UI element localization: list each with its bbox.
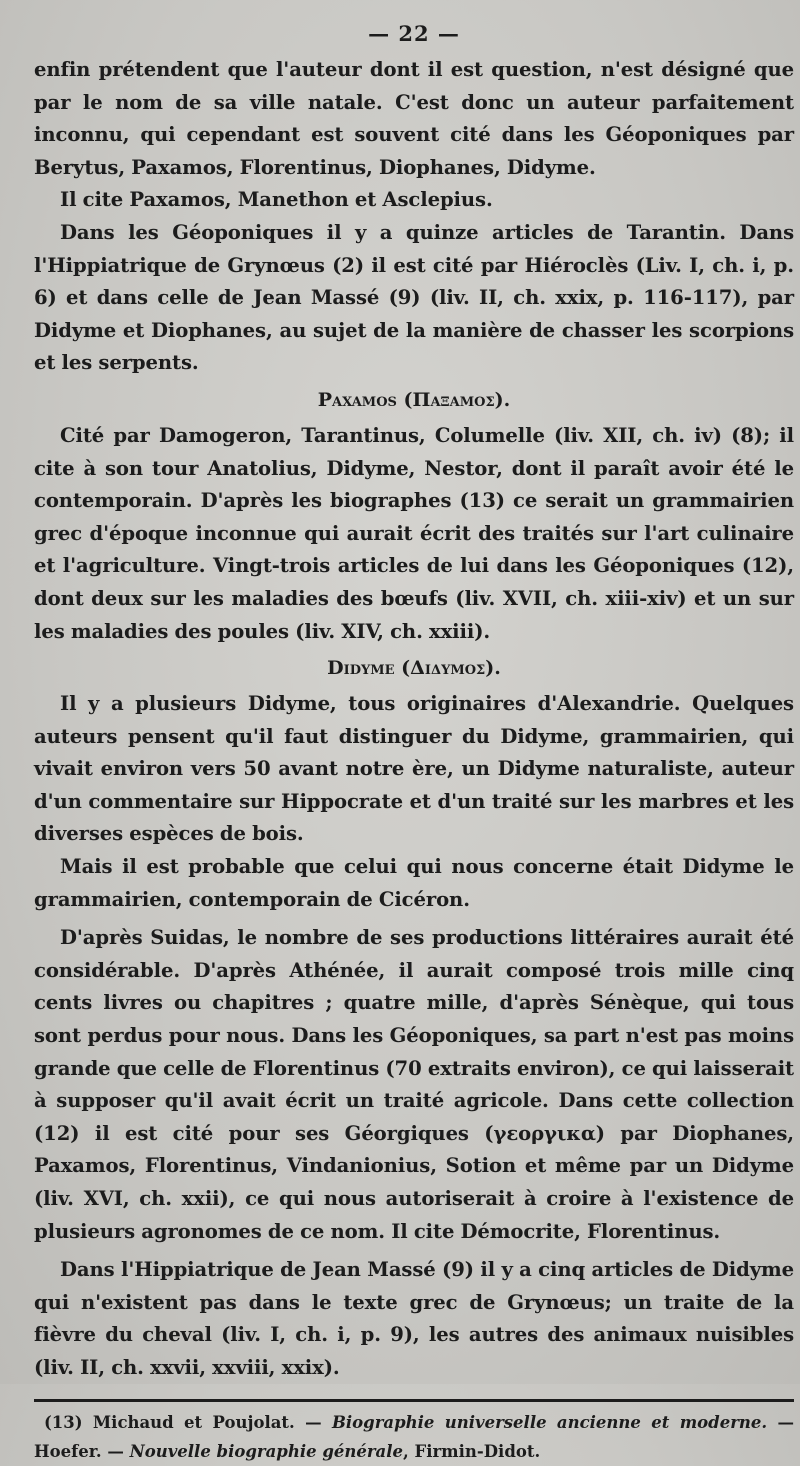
heading-paxamos: Paxamos (Παξαμος). [317, 388, 511, 411]
footnote-title-1: Biographie universelle ancienne et moderne. [331, 1412, 768, 1432]
paragraph-didyme-grammairien: Mais il est probable que celui qui nous concerne était Didyme le grammairien, contemporain de Cicéron. [34, 855, 794, 911]
page-number: — 22 — [368, 21, 460, 46]
book-page [34, 14, 794, 1461]
paragraph-didyme-origins: Il y a plusieurs Didyme, tous originaires d'Alexandrie. Quelques auteurs pensent qu'il faut distinguer du Didyme, grammairien, qui vivait environ vers 50 avant notre ère, un Didyme naturaliste, auteur d'un commentaire sur Hippocrate et d'un traité sur les marbres et les diverses espèces de bois. [34, 692, 794, 846]
footnote-author-2: — Hoefer. — [34, 1412, 794, 1461]
footnote-title-2: Nouvelle biographie générale [129, 1441, 404, 1461]
footnote-publisher: , Firmin-Didot. [403, 1441, 541, 1461]
footnote-authors: (13) Michaud et Poujolat. — [44, 1412, 332, 1432]
footnote-divider [34, 1399, 794, 1402]
paragraph-tarantin-geoponiques: Dans les Géoponiques il y a quinze articles de Tarantin. Dans l'Hippiatrique de Grynœus (2) il est cité par Hiéroclès (Liv. I, ch. i, p. 6) et dans celle de Jean Massé (9) (liv. II, ch. xxix, p. 116-117), par Didyme et Diophanes, au sujet de la manière de chasser les scorpions et les serpents. [34, 220, 794, 375]
paragraph-didyme-productions: D'après Suidas, le nombre de ses productions littéraires aurait été considérable. D'après Athénée, il aurait composé trois mille cinq cents livres ou chapitres ; quatre mille, d'après Sénèque, qui tous sont perdus pour nous. Dans les Géoponiques, sa part n'est pas moins grande que celle de Florentinus (70 extraits environ), ce qui laisserait à supposer qu'il avait écrit un traité agricole. Dans cette collection (12) il est cité pour ses Géorgiques (γεοργικα) par Diophanes, Paxamos, Florentinus, Vindanionius, Sotion et même par un Didyme (liv. XVI, ch. xxii), ce qui nous autoriserait à croire à l'existence de plusieurs agronomes de ce nom. Il cite Démocrite, Florentinus. [34, 926, 794, 1243]
paragraph-paxamos: Cité par Damogeron, Tarantinus, Columelle (liv. XII, ch. iv) (8); il cite à son tour Anatolius, Didyme, Nestor, dont il paraît avoir été le contemporain. D'après les biographes (13) ce serait un grammairien grec d'époque inconnue qui aurait écrit des traités sur l'art culinaire et l'agriculture. Vingt-trois articles de lui dans les Géoponiques (12), dont deux sur les maladies des bœufs (liv. XVII, ch. xiii-xiv) et un sur les maladies des poules (liv. XIV, ch. xxiii). [34, 423, 794, 643]
heading-didyme: Didyme (Διδυμος). [327, 657, 501, 680]
paragraph-tarantin-end: enfin prétendent que l'auteur dont il est question, n'est désigné que par le nom de sa ville natale. C'est donc un auteur parfaitement inconnu, qui cependant est souvent cité dans les Géoponiques par Berytus, Paxamos, Florentinus, Diophanes, Didyme. [34, 58, 794, 179]
footnote-13 [34, 1408, 794, 1466]
paragraph-tarantin-cites: Il cite Paxamos, Manethon et Asclepius. [60, 188, 493, 212]
paragraph-didyme-hippiatrique: Dans l'Hippiatrique de Jean Massé (9) il y a cinq articles de Didyme qui n'existent pas dans le texte grec de Grynœus; un traite de la fièvre du cheval (liv. I, ch. i, p. 9), les autres des animaux nuisibles (liv. II, ch. xxvii, xxviii, xxix). [34, 1258, 794, 1379]
